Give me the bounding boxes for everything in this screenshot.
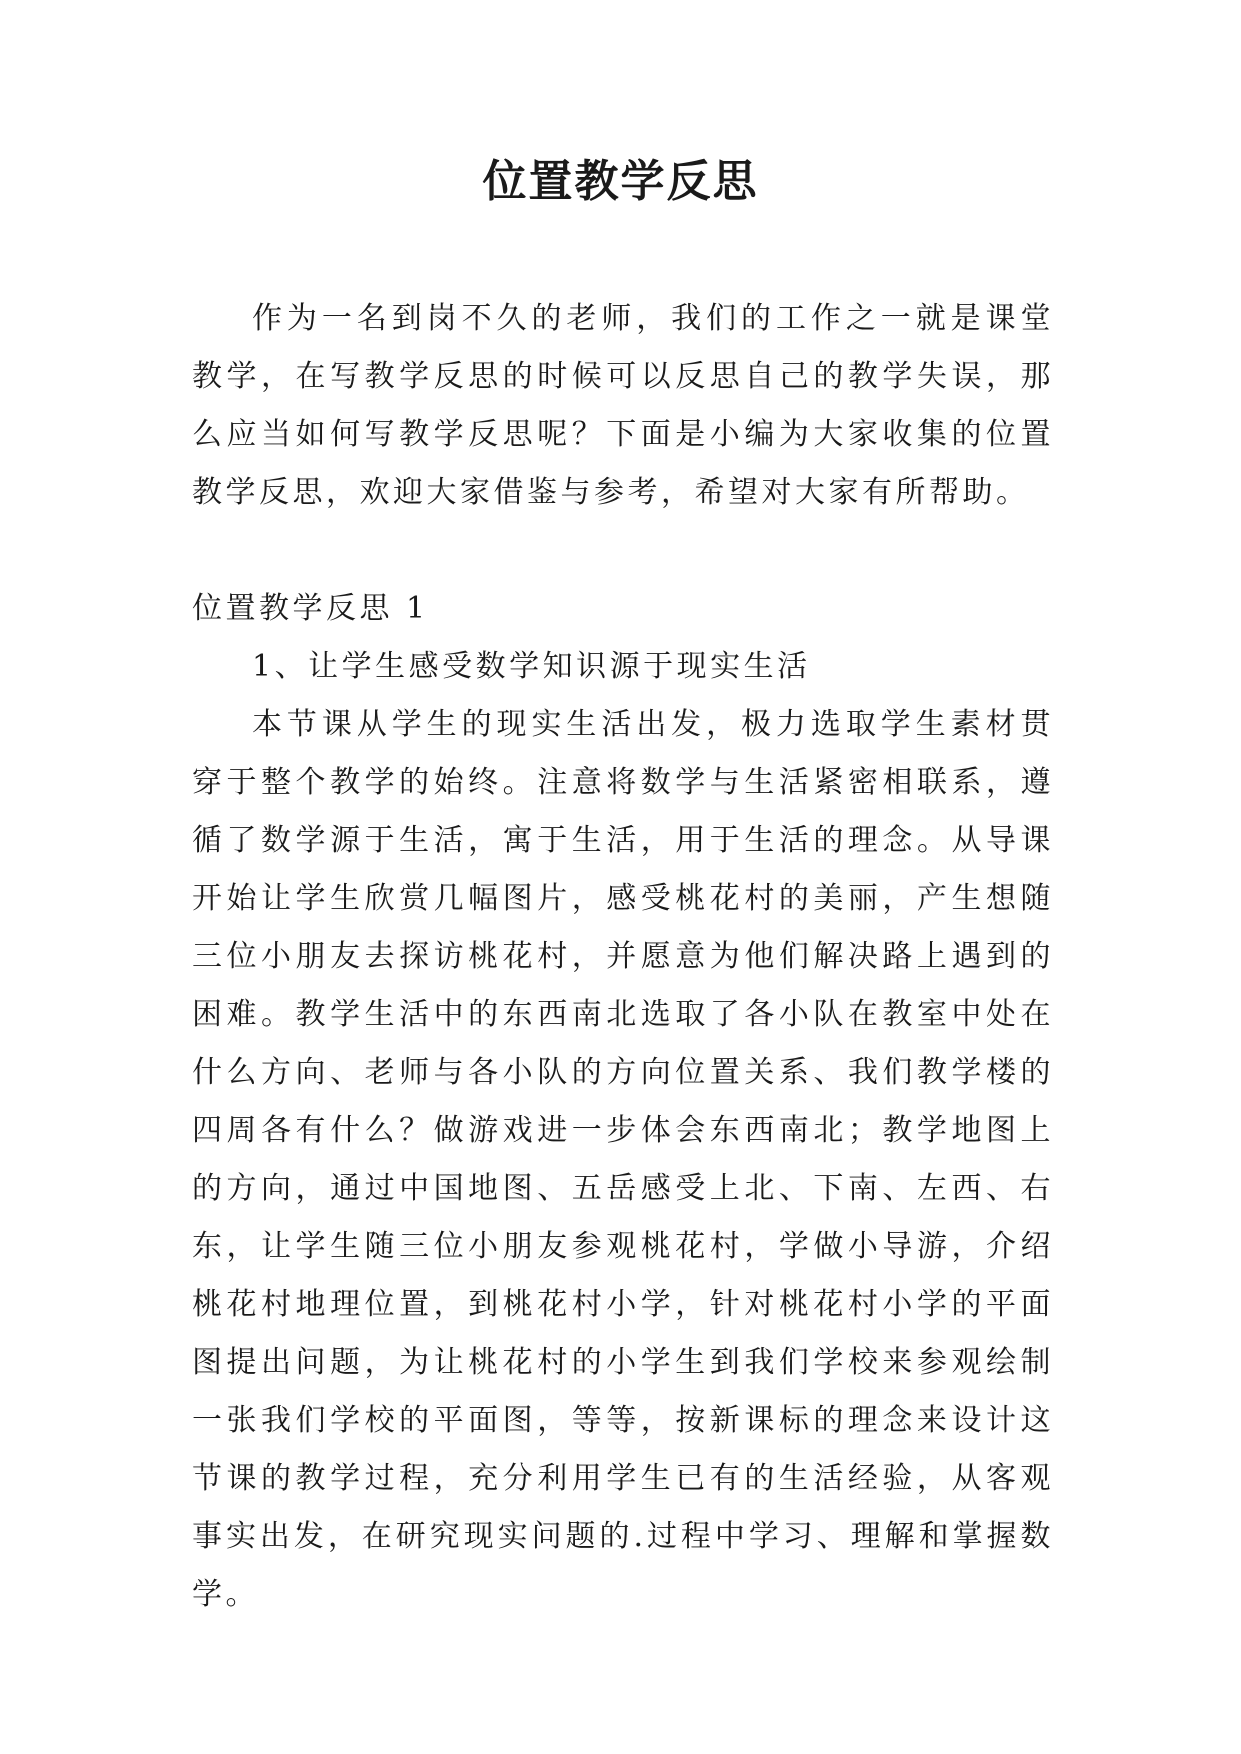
section-body-paragraph: 本节课从学生的现实生活出发，极力选取学生素材贯穿于整个教学的始终。注意将数学与生活紧密相联系，遵循了数学源于生活，寓于生活，用于生活的理念。从导课开始让学生欣赏几幅图片，感受桃花村的美丽，产生想随三位小朋友去探访桃花村，并愿意为他们解决路上遇到的困难。教学生活中的东西南北选取了各小队在教室中处在什么方向、老师与各小队的方向位置关系、我们教学楼的四周各有什么？做游戏进一步体会东西南北；教学地图上的方向，通过中国地图、五岳感受上北、下南、左西、右东，让学生随三位小朋友参观桃花村，学做小导游，介绍桃花村地理位置，到桃花村小学，针对桃花村小学的平面图提出问题，为让桃花村的小学生到我们学校来参观绘制一张我们学校的平面图，等等，按新课标的理念来设计这节课的教学过程，充分利用学生已有的生活经验，从客观事实出发，在研究现实问题的.过程中学习、理解和掌握数学。	[192, 707, 1054, 1612]
document-title: 位置教学反思	[482, 156, 759, 207]
section-heading: 位置教学反思 1	[192, 591, 429, 626]
intro-paragraph: 作为一名到岗不久的老师，我们的工作之一就是课堂教学，在写教学反思的时候可以反思自己的教学失误，那么应当如何写教学反思呢？下面是小编为大家收集的位置教学反思，欢迎大家借鉴与参考，希望对大家有所帮助。	[192, 301, 1054, 510]
section-1	[192, 580, 1054, 1624]
section-subheading: 1、让学生感受数学知识源于现实生活	[252, 649, 811, 684]
intro-block	[192, 290, 1054, 522]
